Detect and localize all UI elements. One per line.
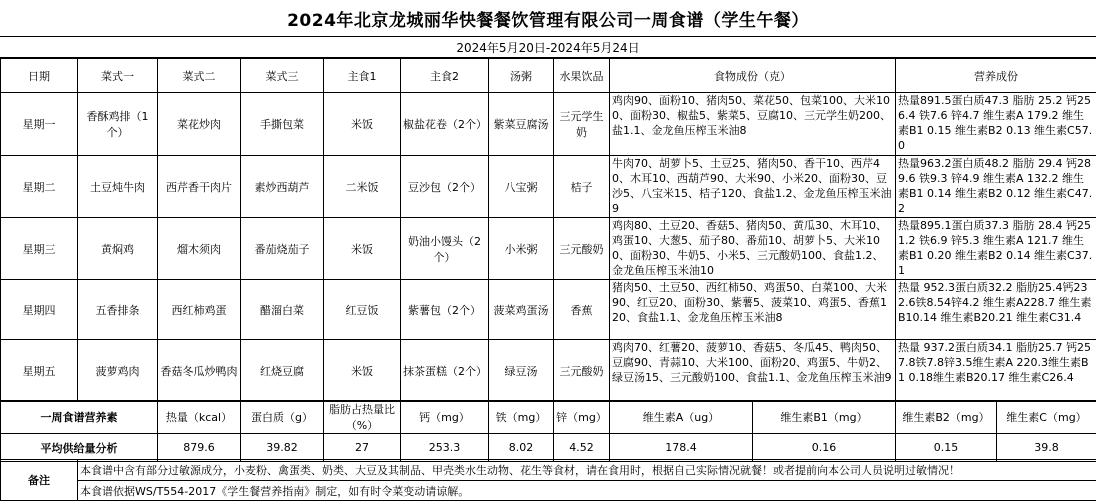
fruit-cell: 三元酸奶 xyxy=(554,218,610,280)
table-row xyxy=(1,156,1096,218)
header-cell: 菜式一 xyxy=(78,59,158,93)
day-cell: 星期四 xyxy=(1,280,78,340)
soup-cell: 八宝粥 xyxy=(489,156,554,218)
notes-row xyxy=(1,460,1096,481)
summary-header-cell: 铁（mg） xyxy=(489,401,554,434)
summary-label: 平均供给量分析 xyxy=(1,434,158,462)
staple2-cell: 奶油小馒头（2个） xyxy=(401,218,489,280)
fruit-cell: 香蕉 xyxy=(554,280,610,340)
summary-value-cell: 879.6 xyxy=(158,434,241,462)
food-composition-cell: 猪肉50、土豆50、西红柿50、鸡蛋50、白菜100、大米90、红豆20、面粉30、紫薯5、菠菜10、鸡蛋5、香蕉120、食盐1.1、金龙鱼压榨玉米油8 xyxy=(610,280,896,340)
food-composition-cell: 鸡肉80、土豆20、香菇5、猪肉50、黄瓜30、木耳10、鸡蛋10、大葱5、茄子80、番茄10、胡萝卜5、大米100、面粉30、牛奶5、小米5、三元酸奶100、食盐1.2、金龙鱼压榨玉米油10 xyxy=(610,218,896,280)
summary-value-cell: 39.82 xyxy=(241,434,324,462)
date-range: 2024年5月20日-2024年5月24日 xyxy=(0,37,1096,58)
summary-header-row xyxy=(1,401,1096,434)
soup-cell: 菠菜鸡蛋汤 xyxy=(489,280,554,340)
header-cell: 水果饮品 xyxy=(554,59,610,93)
summary-value-cell: 27 xyxy=(324,434,401,462)
day-cell: 星期三 xyxy=(1,218,78,280)
dish2-cell: 菜花炒肉 xyxy=(158,93,241,156)
dish2-cell: 熘木须肉 xyxy=(158,218,241,280)
header-cell: 主食2 xyxy=(401,59,489,93)
dish1-cell: 五香排条 xyxy=(78,280,158,340)
summary-value-cell: 0.16 xyxy=(753,434,896,462)
dish2-cell: 香菇冬瓜炒鸭肉 xyxy=(158,340,241,402)
menu-header-row xyxy=(1,59,1096,93)
summary-value-cell: 0.15 xyxy=(896,434,997,462)
summary-header-cell: 锌（mg） xyxy=(554,401,610,434)
dish3-cell: 番茄烧茄子 xyxy=(241,218,324,280)
header-cell: 食物成份（克） xyxy=(610,59,896,93)
day-cell: 星期一 xyxy=(1,93,78,156)
summary-header-cell: 脂肪占热量比（%） xyxy=(324,401,401,434)
fruit-cell: 桔子 xyxy=(554,156,610,218)
dish3-cell: 手撕包菜 xyxy=(241,93,324,156)
notes-label: 备注 xyxy=(1,460,78,501)
notes-line-guideline: 本食谱依据WS/T554-2017《学生餐营养指南》制定，如有时令菜变动请谅解。 xyxy=(78,481,1096,501)
summary-header-cell: 维生素C（mg） xyxy=(997,401,1096,434)
staple2-cell: 豆沙包（2个） xyxy=(401,156,489,218)
staple1-cell: 米饭 xyxy=(324,93,401,156)
dish3-cell: 醋溜白菜 xyxy=(241,280,324,340)
summary-value-cell: 253.3 xyxy=(401,434,489,462)
dish2-cell: 西红柿鸡蛋 xyxy=(158,280,241,340)
header-cell: 营养成份 xyxy=(896,59,1096,93)
summary-label: 一周食谱营养素 xyxy=(1,401,158,434)
summary-header-cell: 蛋白质（g） xyxy=(241,401,324,434)
header-cell: 日期 xyxy=(1,59,78,93)
notes-line-allergen: 本食谱中含有部分过敏源成分，小麦粉、禽蛋类、奶类、大豆及其制品、甲壳类水生动物、花生等食材，请在食用时，根据自己实际情况就餐！或者提前向本公司人员说明过敏情况！ xyxy=(78,460,1096,481)
dish1-cell: 黄焖鸡 xyxy=(78,218,158,280)
staple2-cell: 椒盐花卷（2个） xyxy=(401,93,489,156)
nutrition-cell: 热量891.5蛋白质47.3 脂肪 25.2 钙256.4 铁7.6 锌4.7 维生素A 179.2 维生素B1 0.15 维生素B2 0.13 维生素C57.0 xyxy=(896,93,1096,156)
notes-row xyxy=(1,481,1096,501)
dish2-cell: 西芹香干肉片 xyxy=(158,156,241,218)
notes-table xyxy=(0,459,1096,501)
summary-value-cell: 8.02 xyxy=(489,434,554,462)
day-cell: 星期二 xyxy=(1,156,78,218)
staple1-cell: 红豆饭 xyxy=(324,280,401,340)
nutrition-cell: 热量 937.2蛋白质34.1 脂肪25.7 钙257.8铁7.8锌3.5维生素A 220.3维生素B1 0.18维生素B20.17 维生素C26.4 xyxy=(896,340,1096,402)
table-row xyxy=(1,218,1096,280)
header-cell: 主食1 xyxy=(324,59,401,93)
menu-table xyxy=(0,58,1096,402)
summary-header-cell: 维生素A（ug） xyxy=(610,401,753,434)
summary-header-cell: 维生素B2（mg） xyxy=(896,401,997,434)
nutrition-summary-table xyxy=(0,400,1096,462)
nutrition-cell: 热量963.2蛋白质48.2 脂肪 29.4 钙289.6 铁9.3 锌4.9 维生素A 132.2 维生素B1 0.14 维生素B2 0.12 维生素C47.2 xyxy=(896,156,1096,218)
staple1-cell: 米饭 xyxy=(324,340,401,402)
soup-cell: 小米粥 xyxy=(489,218,554,280)
soup-cell: 绿豆汤 xyxy=(489,340,554,402)
soup-cell: 紫菜豆腐汤 xyxy=(489,93,554,156)
staple1-cell: 二米饭 xyxy=(324,156,401,218)
staple2-cell: 紫薯包（2个） xyxy=(401,280,489,340)
day-cell: 星期五 xyxy=(1,340,78,402)
food-composition-cell: 牛肉70、胡萝卜5、土豆25、猪肉50、香干10、西芹40、木耳10、西葫芦90、大米90、小米20、面粉30、豆沙5、八宝米15、桔子120、食盐1.2、金龙鱼压榨玉米油9 xyxy=(610,156,896,218)
dish3-cell: 红烧豆腐 xyxy=(241,340,324,402)
summary-header-cell: 钙（mg） xyxy=(401,401,489,434)
header-cell: 汤粥 xyxy=(489,59,554,93)
table-row xyxy=(1,93,1096,156)
dish1-cell: 菠萝鸡肉 xyxy=(78,340,158,402)
summary-header-cell: 热量（kcal） xyxy=(158,401,241,434)
summary-value-row xyxy=(1,434,1096,462)
fruit-cell: 三元学生奶 xyxy=(554,93,610,156)
summary-header-cell: 维生素B1（mg） xyxy=(753,401,896,434)
summary-value-cell: 39.8 xyxy=(997,434,1096,462)
staple1-cell: 米饭 xyxy=(324,218,401,280)
fruit-cell: 三元酸奶 xyxy=(554,340,610,402)
nutrition-cell: 热量895.1蛋白质37.3 脂肪 28.4 钙251.2 铁6.9 锌5.3 维生素A 121.7 维生素B1 0.20 维生素B2 0.14 维生素C37.1 xyxy=(896,218,1096,280)
summary-value-cell: 4.52 xyxy=(554,434,610,462)
table-row xyxy=(1,340,1096,402)
staple2-cell: 抹茶蛋糕（2个） xyxy=(401,340,489,402)
header-cell: 菜式三 xyxy=(241,59,324,93)
page-title: 2024年北京龙城丽华快餐餐饮管理有限公司一周食谱（学生午餐） xyxy=(0,0,1096,37)
dish3-cell: 素炒西葫芦 xyxy=(241,156,324,218)
dish1-cell: 土豆炖牛肉 xyxy=(78,156,158,218)
summary-value-cell: 178.4 xyxy=(610,434,753,462)
food-composition-cell: 鸡肉70、红薯20、菠萝10、香菇5、冬瓜45、鸭肉50、豆腐90、青蒜10、大米100、面粉20、鸡蛋5、牛奶2、绿豆汤15、三元酸奶100、食盐1.1、金龙鱼压榨玉米油9 xyxy=(610,340,896,402)
dish1-cell: 香酥鸡排（1个） xyxy=(78,93,158,156)
header-cell: 菜式二 xyxy=(158,59,241,93)
nutrition-cell: 热量 952.3蛋白质32.2 脂肪25.4钙232.6铁8.54锌4.2 维生素A228.7 维生素B10.14 维生素B20.21 维生素C31.4 xyxy=(896,280,1096,340)
food-composition-cell: 鸡肉90、面粉10、猪肉50、菜花50、包菜100、大米100、面粉30、椒盐5、紫菜5、豆腐10、三元学生奶200、盐1.1、金龙鱼压榨玉米油8 xyxy=(610,93,896,156)
table-row xyxy=(1,280,1096,340)
